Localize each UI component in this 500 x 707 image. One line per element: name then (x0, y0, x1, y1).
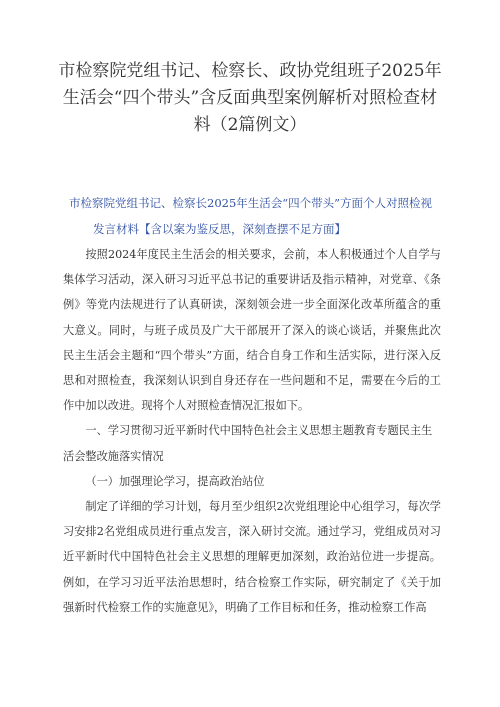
document-body (63, 242, 441, 620)
subtitle-line-1: 市检察院党组书记、检察长2025年生活会“四个带头”方面个人对照检视 (69, 196, 433, 210)
title-line-2: 生活会“四个带头”含反面典型案例解析对照检查材 (62, 88, 438, 108)
title-line-1: 市检察院党组书记、检察长、政协党组班子2025年 (58, 61, 442, 81)
subtitle-line-2: 发言材料【含以案为鉴反思，深刻查摆不足方面】 (93, 222, 346, 236)
section-subtitle (55, 190, 455, 242)
section-heading-1: 一、学习贯彻习近平新时代中国特色社会主义思想主题教育专题民主生活会整改施落实情况 (63, 424, 433, 463)
intro-paragraph: 按照2024年度民主生活会的相关要求，会前，本人积极通过个人自学与集体学习活动，深入研习习近平总书记的重要讲话及指示精神，对党章、《条例》等党内法规进行了认真研读，深刻领会进一步全面深化改革所蕴含的重大意义。同时，与班子成员及广大干部展开了深入的谈心谈话，并聚焦此次民主生活会主题和“四个带头”方面，结合自身工作和生活实际，进行深入反思和对照检查，我深刻认识到自身还存在一些问题和不足，需要在今后的工作中加以改进。现将个人对照检查情况汇报如下。 (63, 248, 441, 413)
title-line-3: 料（2篇例文） (193, 115, 307, 135)
sub-heading-1: （一）加强理论学习，提高政治站位 (85, 474, 265, 488)
document-title (40, 58, 460, 139)
study-paragraph: 制定了详细的学习计划，每月至少组织2次党组理论中心组学习，每次学习安排2名党组成员进行重点发言，深入研讨交流。通过学习，党组成员对习近平新时代中国特色社会主义思想的理解更加深刻，政治站位进一步提高。例如，在学习习近平法治思想时，结合检察工作实际，研究制定了《关于加强新时代检察工作的实施意见》，明确了工作目标和任务，推动检察工作高 (63, 500, 441, 614)
